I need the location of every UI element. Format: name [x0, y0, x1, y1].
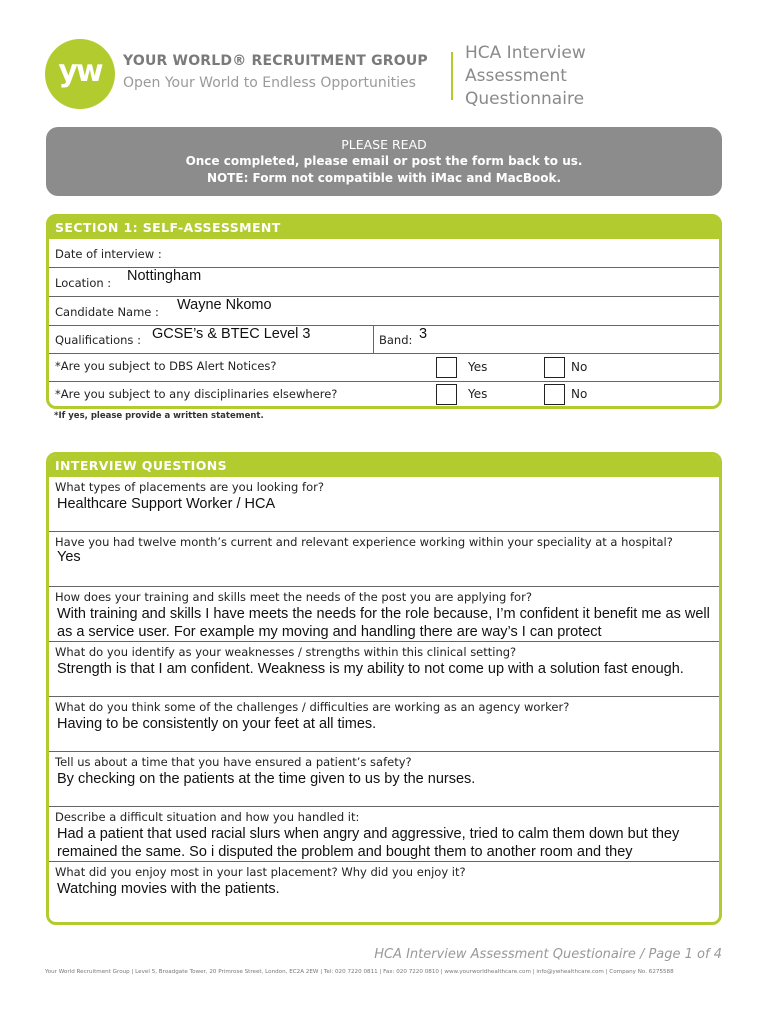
question-row: [49, 642, 719, 697]
date-of-interview-row: [49, 239, 719, 268]
page-footer-label: HCA Interview Assessment Questionaire / Page 1 of 4: [374, 947, 722, 962]
brand-name: YOUR WORLD® RECRUITMENT GROUP: [123, 53, 428, 69]
answer-field[interactable]: By checking on the patients at the time given to us by the nurses.: [57, 771, 476, 787]
notice-title: PLEASE READ: [341, 137, 427, 152]
answer-field[interactable]: Healthcare Support Worker / HCA: [57, 496, 276, 512]
interview-questions-section: [46, 452, 722, 925]
disciplinary-question-label: *Are you subject to any disciplinaries elsewhere?: [55, 387, 338, 401]
please-read-notice: [46, 127, 722, 196]
qualifications-row: [49, 326, 719, 354]
yes-label: Yes: [468, 387, 488, 401]
notice-line: Once completed, please email or post the form back to us.: [185, 154, 583, 168]
question-label: How does your training and skills meet the needs of the post you are applying for?: [55, 590, 532, 604]
question-row: [49, 807, 719, 862]
no-label: No: [571, 360, 588, 374]
question-row: [49, 477, 719, 532]
candidate-name-row: [49, 297, 719, 326]
dbs-question-row: [49, 354, 719, 382]
question-row: [49, 752, 719, 807]
question-label: Describe a difficult situation and how you handled it:: [55, 810, 360, 824]
yes-label: Yes: [468, 360, 488, 374]
question-label: Have you had twelve month’s current and relevant experience working within your speciality at a hospital?: [55, 535, 673, 549]
notice-line: NOTE: Form not compatible with iMac and MacBook.: [206, 171, 562, 185]
disciplinary-no-checkbox[interactable]: [544, 384, 565, 405]
candidate-name-label: Candidate Name :: [55, 305, 159, 319]
header-divider: [451, 52, 453, 100]
section-heading: INTERVIEW QUESTIONS: [49, 455, 719, 477]
column-divider: [373, 326, 374, 353]
footer-address: Your World Recruitment Group | Level 5, Broadgate Tower, 20 Primrose Street, London, EC2A 2EW | Tel: 020 7220 0811 | Fax: 020 7220 0810 | www.yourworldhealthcare.com | info@ywhealthcare.com | Company No. 6275588: [45, 969, 674, 975]
answer-field[interactable]: Watching movies with the patients.: [57, 881, 280, 897]
qualifications-field[interactable]: GCSE’s & BTEC Level 3: [152, 326, 311, 342]
self-assessment-section: [46, 214, 722, 409]
date-of-interview-label: Date of interview :: [55, 247, 162, 261]
footnote: *If yes, please provide a written statement.: [54, 411, 264, 421]
logo-monogram: yw: [58, 54, 102, 89]
dbs-no-checkbox[interactable]: [544, 357, 565, 378]
question-row: [49, 587, 719, 642]
answer-field[interactable]: Strength is that I am confident. Weakness is my ability to not come up with a solution fast enough.: [57, 661, 684, 677]
question-row: [49, 862, 719, 922]
no-label: No: [571, 387, 588, 401]
answer-field[interactable]: Having to be consistently on your feet at all times.: [57, 716, 377, 732]
question-row: [49, 532, 719, 587]
document-title-line: Assessment: [465, 66, 567, 86]
disciplinary-yes-checkbox[interactable]: [436, 384, 457, 405]
question-row: [49, 697, 719, 752]
band-field[interactable]: 3: [419, 326, 428, 342]
band-label: Band:: [379, 333, 413, 347]
answer-field[interactable]: Had a patient that used racial slurs when angry and aggressive, tried to calm them down but they remained the same. So i disputed the problem and bought them to another room and they: [57, 826, 680, 860]
candidate-name-field[interactable]: Wayne Nkomo: [177, 297, 272, 313]
location-field[interactable]: Nottingham: [127, 268, 202, 284]
question-label: Tell us about a time that you have ensured a patient’s safety?: [55, 755, 412, 769]
question-label: What types of placements are you looking for?: [55, 480, 324, 494]
question-label: What do you identify as your weaknesses / strengths within this clinical setting?: [55, 645, 517, 659]
qualifications-label: Qualifications :: [55, 333, 141, 347]
dbs-question-label: *Are you subject to DBS Alert Notices?: [55, 359, 277, 373]
disciplinary-question-row: [49, 382, 719, 406]
location-row: [49, 268, 719, 297]
document-title-line: HCA Interview: [465, 43, 586, 63]
location-label: Location :: [55, 276, 112, 290]
document-title-line: Questionnaire: [465, 89, 585, 109]
document-title: [465, 42, 586, 111]
dbs-yes-checkbox[interactable]: [436, 357, 457, 378]
question-label: What do you think some of the challenges / difficulties are working as an agency worker?: [55, 700, 570, 714]
answer-field[interactable]: Yes: [57, 549, 81, 565]
brand-tagline: Open Your World to Endless Opportunities: [123, 75, 416, 91]
answer-field[interactable]: With training and skills I have meets the needs for the role because, I’m confident it benefit me as well as a service user. For example my moving and handling there are way’s I can protect: [57, 606, 710, 640]
question-label: What did you enjoy most in your last placement? Why did you enjoy it?: [55, 865, 466, 879]
section-heading: SECTION 1: SELF-ASSESSMENT: [49, 217, 719, 239]
